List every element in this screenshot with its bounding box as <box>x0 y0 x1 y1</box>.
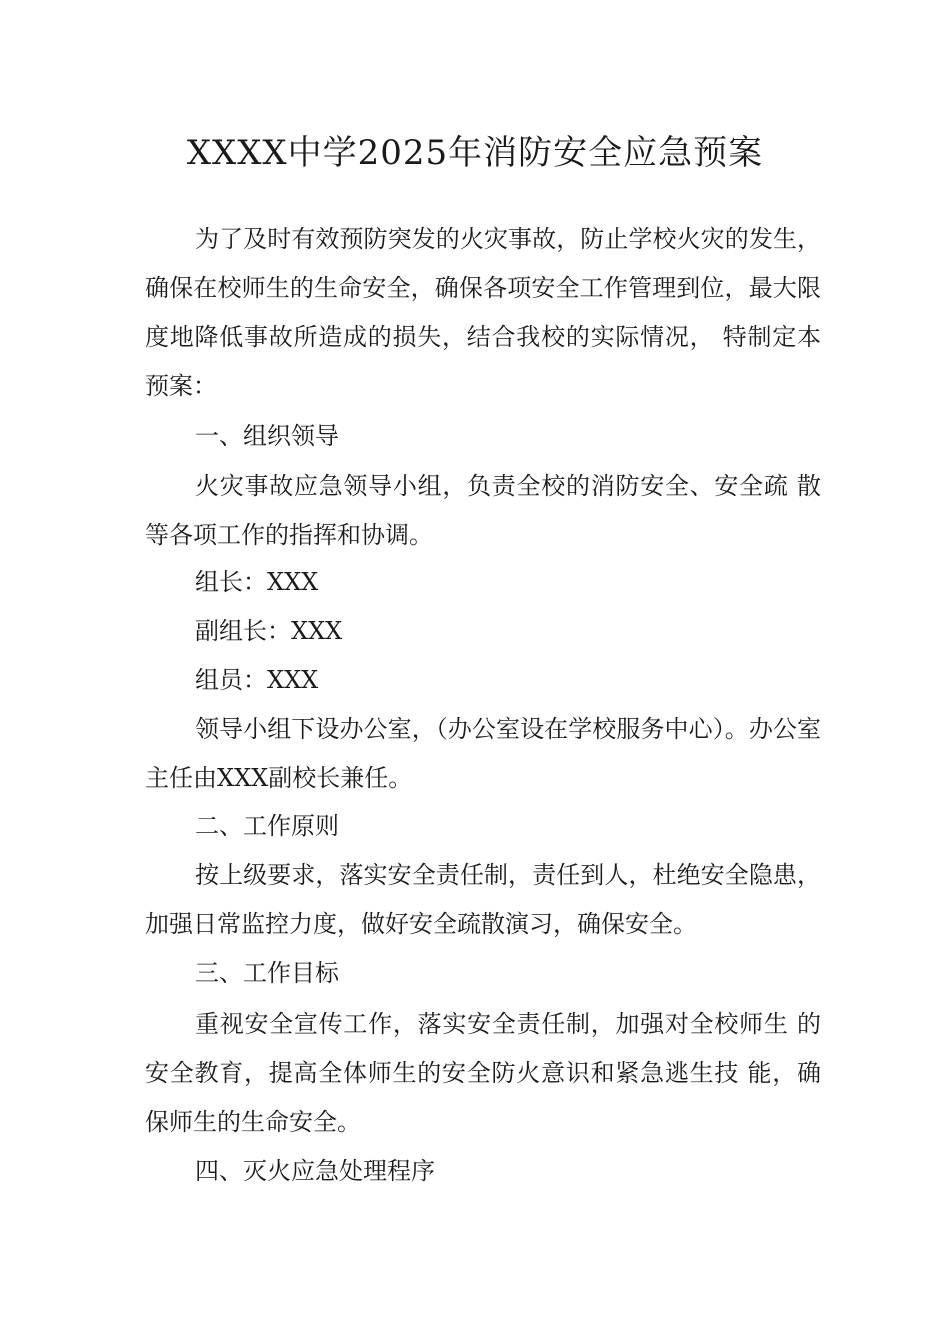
office-paragraph: 领导小组下设办公室，（办公室设在学校服务中心）。办公室主任由XXX副校长兼任。 <box>145 715 821 792</box>
deputy-leader-line: 副组长：XXX <box>195 617 343 645</box>
section-3-heading: 三、工作目标 <box>195 959 339 987</box>
section-3-body: 重视安全宣传工作，落实安全责任制，加强对全校师生 的安全教育，提高全体师生的安全防火意识和紧急逃生技 能，确保师生的生命安全。 <box>145 1010 821 1136</box>
section-1-heading: 一、组织领导 <box>195 422 339 450</box>
section-2-body: 按上级要求，落实安全责任制，责任到人，杜绝安全隐患，加强日常监控力度，做好安全疏散演习，确保安全。 <box>145 861 821 938</box>
member-line: 组员：XXX <box>195 666 319 694</box>
section-1-body: 火灾事故应急领导小组，负责全校的消防安全、安全疏 散等各项工作的指挥和协调。 <box>145 472 821 549</box>
intro-paragraph: 为了及时有效预防突发的火灾事故，防止学校火灾的发生，确保在校师生的生命安全，确保各项安全工作管理到位，最大限度地降低事故所造成的损失，结合我校的实际情况， 特制定本预案： <box>145 225 821 400</box>
section-2-heading: 二、工作原则 <box>195 812 339 840</box>
leader-line: 组长：XXX <box>195 568 319 596</box>
document-title: XXXX中学2025年消防安全应急预案 <box>186 133 764 173</box>
section-4-heading: 四、灭火应急处理程序 <box>195 1157 435 1185</box>
